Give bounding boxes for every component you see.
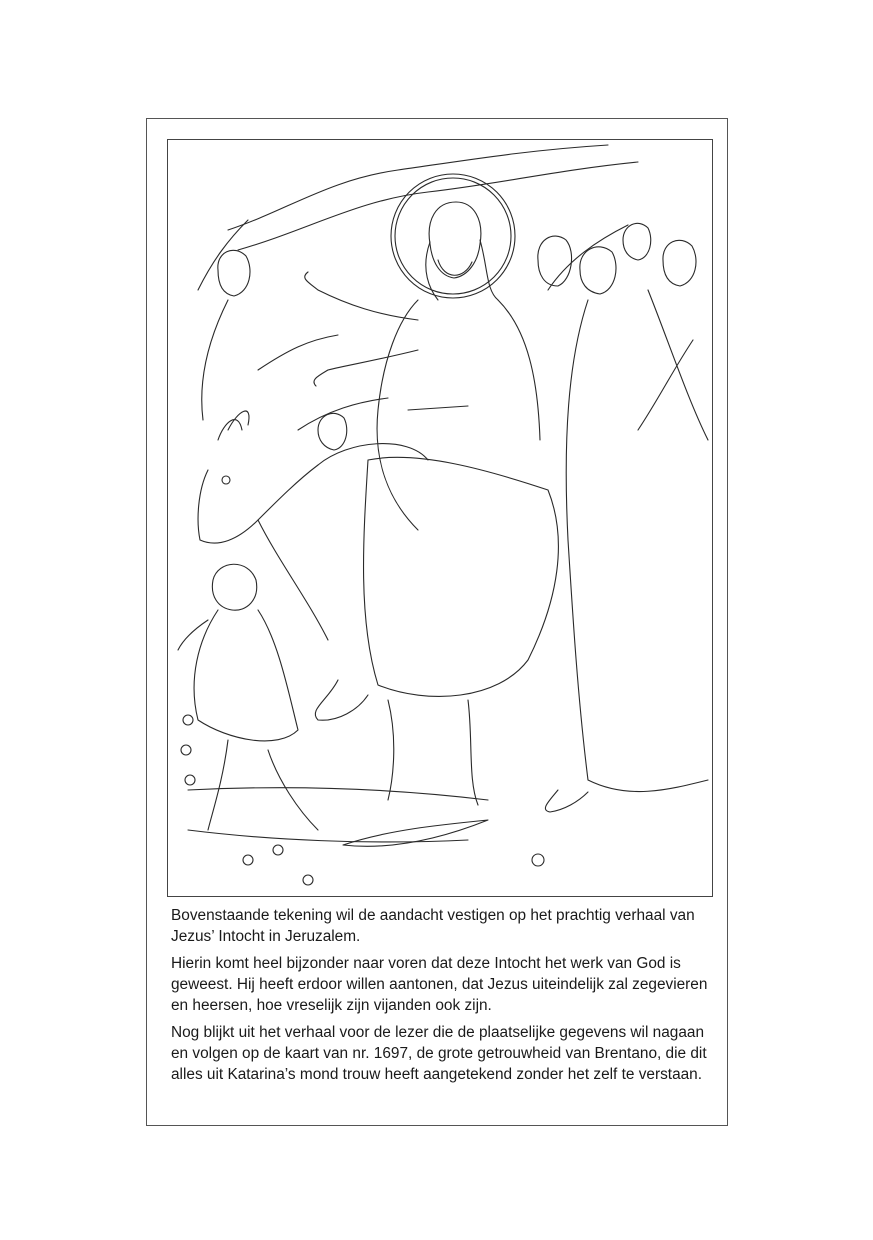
halo-inner [395,178,511,294]
halo [391,174,515,298]
flower [532,854,544,866]
palm-branch [258,335,338,370]
crowd-robe [202,300,228,420]
palm-branch [298,398,388,430]
jesus-hair [426,240,498,300]
jesus-lap [364,457,559,696]
flower [183,715,193,725]
donkey-head [198,465,318,543]
flower [243,855,253,865]
crowd-head [538,236,572,286]
donkey-ears [218,411,249,440]
jesus-hand [305,272,328,386]
crowd-head [318,413,347,450]
crowd-head [623,223,651,260]
crowd-head [218,250,250,296]
crowd-feet [545,790,588,812]
flower [185,775,195,785]
crowd-robe [566,300,708,792]
jesus-feet [315,680,368,720]
flower [273,845,283,855]
caption-paragraph-3: Nog blijkt uit het verhaal voor de lezer die de plaatselijke gegevens wil nagaan en volgen op de kaart van nr. 1697, de grote getrouwheid van Brentano, die dit alles uit Katarina’s mond trouw heeft aangetekend zonder het zelf te verstaan. [171,1024,707,1083]
donkey-eye [222,476,230,484]
caption-paragraph-2: Hierin komt heel bijzonder naar voren dat deze Intocht het werk van God is geweest. Hij heeft erdoor willen aantonen, dat Jezus uiteindelijk zal zegevieren en heersen, hoe vreselijk zijn vijanden ook zijn. [171,955,708,1014]
jesus-robe [377,300,540,530]
crowd-robe [648,290,708,440]
child-legs [208,740,318,830]
child-head [212,564,256,610]
entry-into-jerusalem-illustration [167,139,713,897]
flower [303,875,313,885]
caption-paragraph-1: Bovenstaande tekening wil de aandacht vestigen op het prachtig verhaal van Jezus’ Intocht in Jeruzalem. [171,907,695,945]
page-card [146,118,728,1126]
ground-line [188,830,468,842]
child-body [194,610,298,741]
sky-banner-line [228,145,608,230]
sky-banner-line [238,162,638,250]
crowd-head [663,240,696,286]
jesus-head [429,202,481,278]
flower [181,745,191,755]
caption [171,905,711,1091]
child-arm [178,620,208,650]
ground-line [188,788,488,800]
jesus-belt [408,406,468,410]
jesus-arm [318,290,418,370]
crowd-head [580,247,616,294]
palm-branch [548,225,628,290]
donkey-body [258,444,478,805]
